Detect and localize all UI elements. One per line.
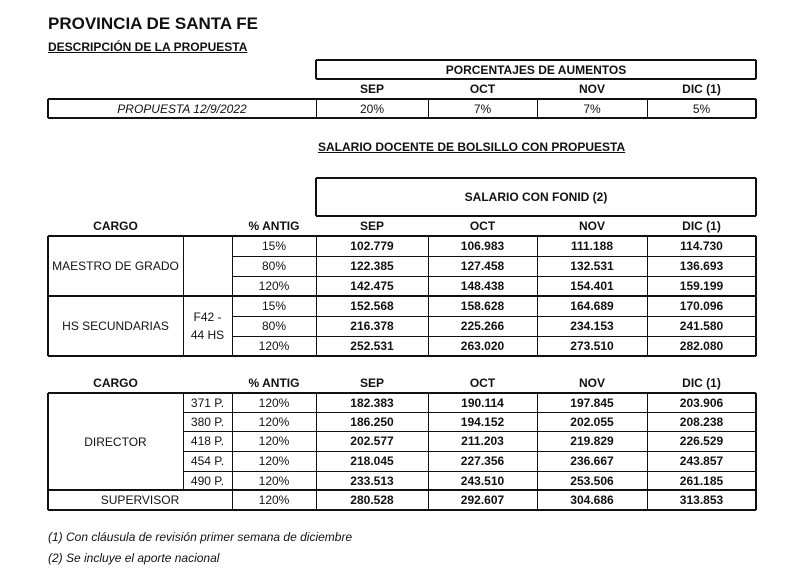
cargo-header: CARGO (93, 376, 138, 390)
plaza-cell: 418 P. (190, 434, 225, 448)
salary-cell: 263.020 (460, 339, 505, 353)
salary-cell: 261.185 (679, 473, 724, 488)
salary-cell: 226.529 (679, 434, 724, 448)
salary-cell: 273.510 (570, 339, 614, 353)
antig-cell: 120% (258, 339, 290, 353)
salario-header: SALARIO CON FONID (2) (464, 190, 608, 204)
month-header: OCT (469, 219, 496, 233)
antig-cell: 120% (258, 434, 290, 448)
pct-month-header: DIC (1) (682, 82, 721, 96)
salary-cell: 152.568 (350, 299, 394, 313)
salary-cell: 114.730 (680, 239, 723, 253)
pct-value: 20% (359, 101, 385, 116)
salary-cell: 170.096 (679, 299, 724, 313)
antig-cell: 80% (261, 319, 287, 333)
supervisor-label: SUPERVISOR (100, 493, 180, 507)
pct-month-header: OCT (469, 82, 496, 96)
cargo-header: CARGO (93, 219, 138, 233)
month-header: DIC (1) (682, 376, 721, 390)
salary-cell: 216.378 (350, 319, 394, 333)
hs-sub-label: F42 - 44 HS (190, 310, 225, 342)
salary-cell: 148.438 (460, 279, 505, 293)
salary-cell: 202.577 (350, 434, 394, 448)
salary-cell: 106.983 (460, 239, 505, 253)
salary-cell: 186.250 (350, 414, 394, 429)
salary-cell: 243.510 (460, 473, 505, 488)
salary-cell: 253.506 (570, 473, 614, 488)
section-title: SALARIO DOCENTE DE BOLSILLO CON PROPUESTA (318, 140, 626, 154)
salary-cell: 292.607 (460, 493, 505, 507)
pct-value: 7% (583, 101, 601, 116)
plaza-cell: 454 P. (190, 454, 225, 468)
salary-cell: 227.356 (460, 454, 505, 468)
salary-cell: 252.531 (350, 339, 394, 353)
antig-cell: 120% (258, 414, 290, 429)
antig-cell: 120% (258, 395, 290, 410)
salary-cell: 202.055 (570, 414, 614, 429)
salary-cell: 234.153 (570, 319, 614, 333)
month-header: SEP (359, 219, 384, 233)
month-header: SEP (359, 376, 384, 390)
month-header: NOV (578, 376, 605, 390)
salary-cell: 282.080 (679, 339, 724, 353)
salary-cell: 102.779 (350, 239, 394, 253)
salary-cell: 236.667 (570, 454, 614, 468)
salary-cell: 211.203 (461, 434, 504, 448)
salary-cell: 197.845 (570, 395, 614, 410)
page-subtitle: DESCRIPCIÓN DE LA PROPUESTA (48, 40, 248, 54)
salary-cell: 241.580 (679, 319, 724, 333)
hs-label: HS SECUNDARIAS (62, 319, 169, 333)
plaza-cell: 490 P. (190, 473, 225, 488)
plaza-cell: 371 P. (190, 395, 225, 410)
salary-cell: 122.385 (350, 259, 394, 273)
salary-cell: 164.689 (570, 299, 614, 313)
salary-cell: 280.528 (350, 493, 394, 507)
antig-cell: 120% (258, 279, 290, 293)
salary-cell: 154.401 (570, 279, 614, 293)
plaza-cell: 380 P. (190, 414, 225, 429)
salary-cell: 219.829 (570, 434, 614, 448)
pct-value: 5% (692, 101, 711, 116)
salary-cell: 111.188 (570, 239, 614, 253)
director-label: DIRECTOR (84, 434, 147, 449)
salary-cell: 194.152 (460, 414, 505, 429)
salary-cell: 142.475 (350, 279, 394, 293)
pct-value: 7% (473, 101, 492, 116)
salary-cell: 304.686 (570, 493, 614, 507)
antig-header: % ANTIG (248, 219, 300, 233)
salary-cell: 182.383 (350, 395, 394, 410)
page-title: PROVINCIA DE SANTA FE (48, 14, 258, 33)
antig-cell: 80% (261, 259, 287, 273)
antig-cell: 15% (261, 239, 287, 253)
antig-cell: 120% (258, 473, 290, 488)
propuesta-label: PROPUESTA 12/9/2022 (117, 101, 247, 116)
month-header: DIC (1) (682, 219, 721, 233)
salary-cell: 225.266 (460, 319, 505, 333)
pct-month-header: NOV (578, 82, 605, 96)
antig-cell: 15% (261, 299, 287, 313)
salary-cell: 132.531 (570, 259, 614, 273)
pct-month-header: SEP (359, 82, 384, 96)
salary-cell: 159.199 (679, 279, 724, 293)
porcentajes-header: PORCENTAJES DE AUMENTOS (445, 62, 627, 77)
salary-cell: 313.853 (679, 493, 724, 507)
salary-cell: 127.458 (460, 259, 505, 273)
salary-cell: 243.857 (679, 454, 724, 468)
month-header: OCT (469, 376, 496, 390)
footnote-1: (1) Con cláusula de revisión primer semana de diciembre (48, 530, 353, 544)
salary-cell: 233.513 (350, 473, 394, 488)
salary-cell: 208.238 (679, 414, 724, 429)
salary-cell: 218.045 (350, 454, 394, 468)
footnote-2: (2) Se incluye el aporte nacional (48, 551, 220, 565)
antig-header: % ANTIG (248, 376, 300, 390)
salary-cell: 203.906 (679, 395, 724, 410)
antig-cell: 120% (258, 493, 290, 507)
salary-cell: 158.628 (460, 299, 505, 313)
maestro-label: MAESTRO DE GRADO (52, 259, 179, 273)
month-header: NOV (578, 219, 605, 233)
antig-cell: 120% (258, 454, 290, 468)
salary-cell: 136.693 (679, 259, 724, 273)
salary-cell: 190.114 (461, 395, 504, 410)
